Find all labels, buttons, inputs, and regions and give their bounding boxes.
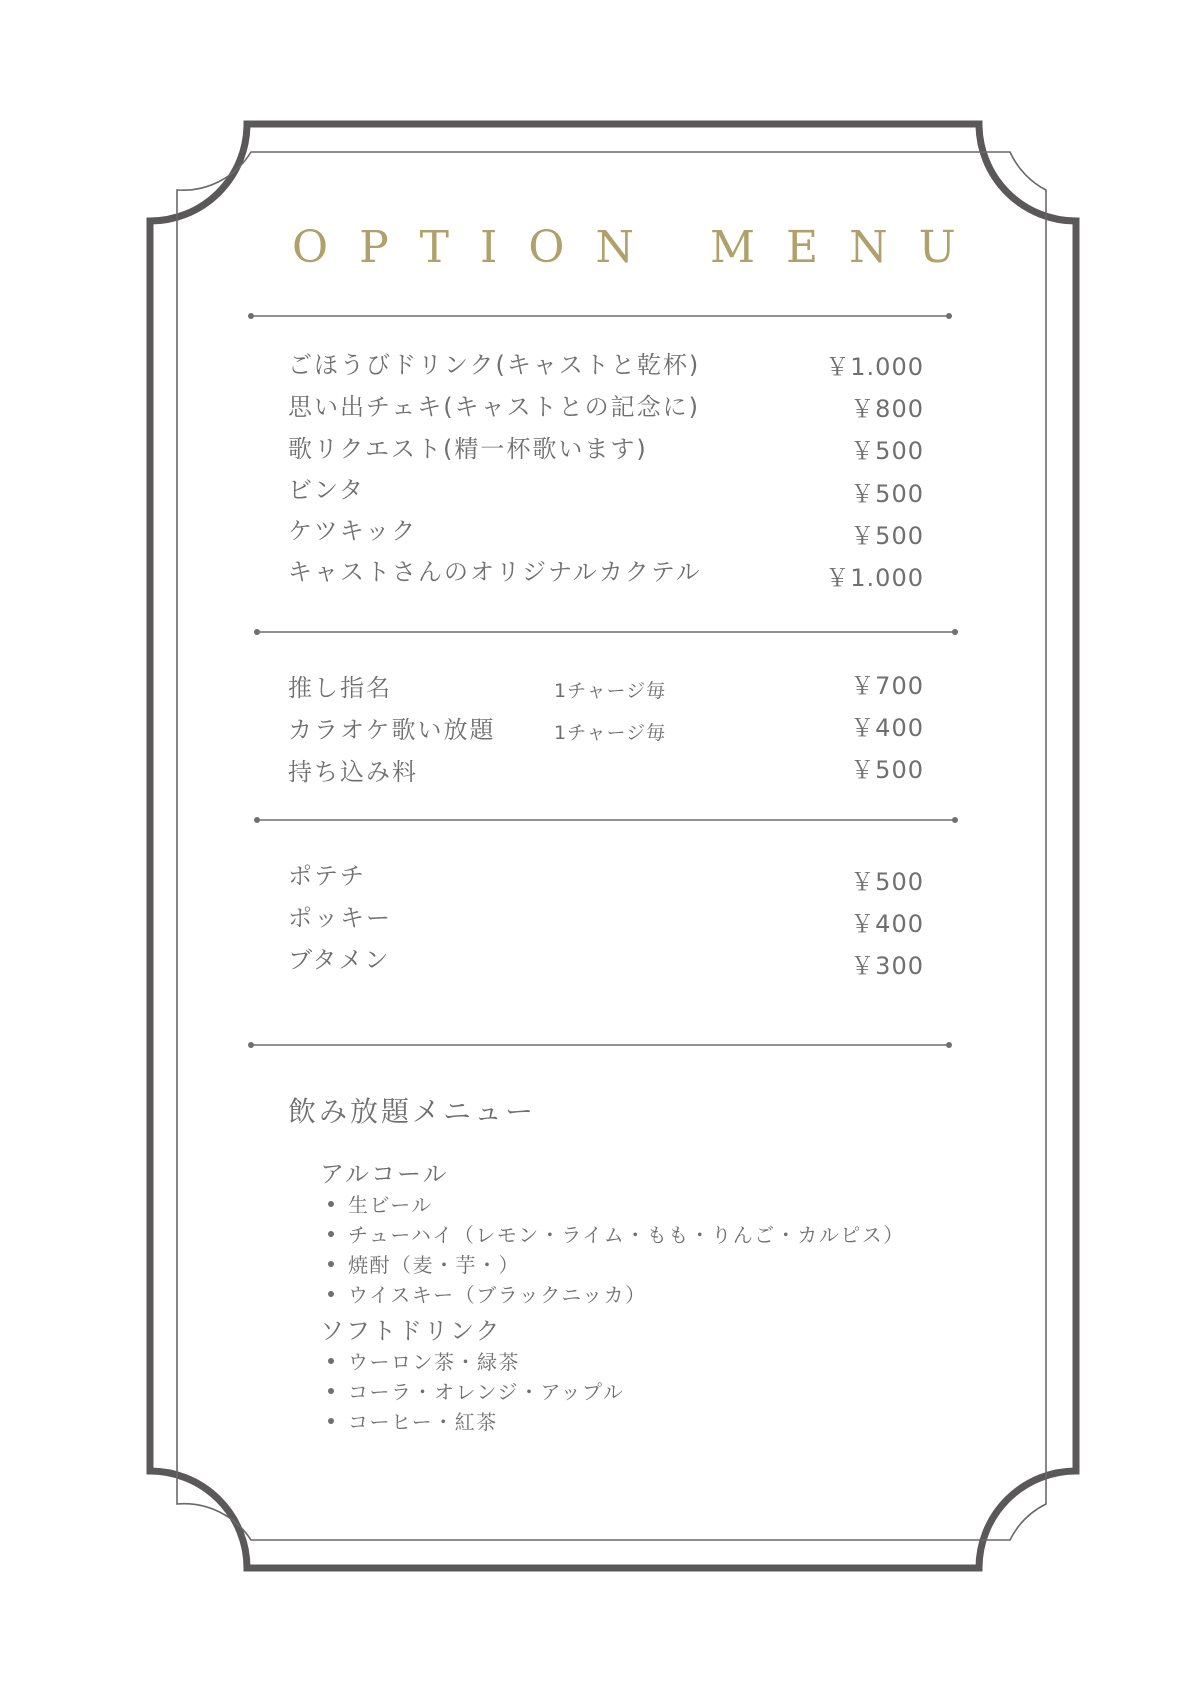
list-item <box>328 1249 520 1278</box>
menu-row <box>288 387 924 427</box>
list-item <box>328 1376 624 1405</box>
list-item <box>328 1219 905 1248</box>
item-name: 思い出チェキ(キャストとの記念に) <box>288 393 701 421</box>
item-price: ￥400 <box>850 714 924 742</box>
item-name: 推し指名 <box>288 674 392 702</box>
menu-row <box>288 552 924 592</box>
item-name: 歌リクエスト(精一杯歌います) <box>288 435 648 463</box>
list-item <box>328 1279 647 1308</box>
menu-row <box>288 856 924 896</box>
list-item <box>328 1346 520 1375</box>
list-item-label: ウイスキー（ブラックニッカ） <box>348 1283 647 1307</box>
menu-row <box>288 470 924 510</box>
menu-row <box>288 710 924 750</box>
list-item-label: 焼酎（麦・芋・） <box>348 1253 520 1277</box>
item-price: ￥500 <box>850 522 924 550</box>
page-title: OPTION MENU <box>292 222 987 273</box>
item-price: ￥400 <box>850 910 924 938</box>
item-name: ポッキー <box>288 904 392 932</box>
item-name: 持ち込み料 <box>288 758 418 786</box>
divider-1 <box>248 313 952 319</box>
item-price: ￥300 <box>850 952 924 980</box>
alcohol-heading: アルコール <box>320 1160 449 1188</box>
item-note: 1チャージ毎 <box>554 722 667 744</box>
item-name: ケツキック <box>288 517 418 545</box>
item-name: ビンタ <box>288 476 366 504</box>
item-name: ポテチ <box>288 862 366 890</box>
outer-border <box>150 124 1076 1568</box>
item-price: ￥500 <box>850 480 924 508</box>
list-item <box>328 1189 433 1218</box>
item-note: 1チャージ毎 <box>554 680 667 702</box>
menu-row <box>288 898 924 938</box>
item-price: ￥800 <box>850 395 924 423</box>
item-price: ￥700 <box>850 672 924 700</box>
divider-4 <box>248 1042 952 1048</box>
item-name: ブタメン <box>288 946 391 974</box>
soft-drink-heading: ソフトドリンク <box>320 1317 502 1345</box>
list-item <box>328 1406 498 1435</box>
menu-row <box>288 345 924 385</box>
list-item-label: 生ビール <box>348 1193 433 1217</box>
menu-row <box>288 752 924 792</box>
item-price: ￥1.000 <box>825 564 924 592</box>
item-price: ￥1.000 <box>825 353 924 381</box>
list-item-label: チューハイ（レモン・ライム・もも・りんご・カルピス） <box>348 1223 905 1247</box>
list-item-label: ウーロン茶・緑茶 <box>348 1350 520 1374</box>
menu-row <box>288 668 924 708</box>
free-drink-title: 飲み放題メニュー <box>288 1095 537 1128</box>
divider-2 <box>254 629 958 635</box>
menu-row <box>288 511 924 551</box>
item-name: ごほうびドリンク(キャストと乾杯) <box>288 351 701 379</box>
item-price: ￥500 <box>850 868 924 896</box>
item-name: カラオケ歌い放題 <box>288 716 496 744</box>
item-price: ￥500 <box>850 437 924 465</box>
list-item-label: コーヒー・紅茶 <box>348 1410 498 1434</box>
divider-3 <box>254 817 958 823</box>
list-item-label: コーラ・オレンジ・アップル <box>348 1380 625 1404</box>
item-price: ￥500 <box>850 756 924 784</box>
item-name: キャストさんのオリジナルカクテル <box>288 558 702 586</box>
menu-row <box>288 940 924 980</box>
menu-row <box>288 429 924 469</box>
